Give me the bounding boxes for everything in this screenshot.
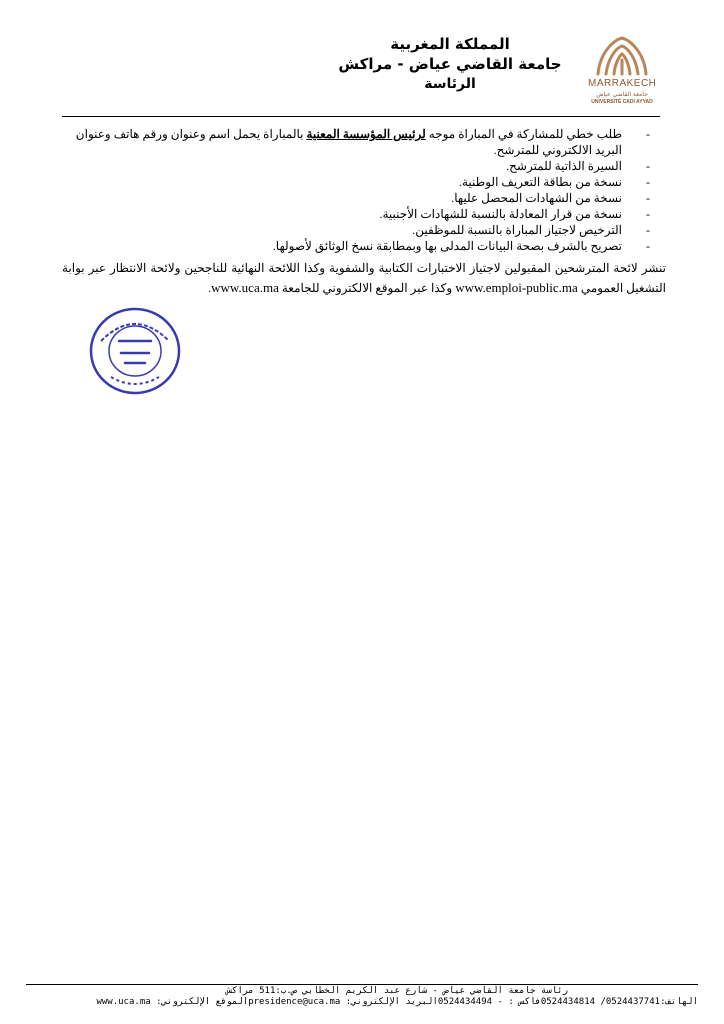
list-item: - نسخة من قرار المعادلة بالنسبة للشهادات الأجنبية. bbox=[379, 207, 650, 221]
university-logo bbox=[588, 30, 656, 108]
footer-address: رئاسة جامعة القاضي عياض - شارع عبد الكريم الخطابي ص.ب:511 مراكش bbox=[226, 986, 568, 996]
emphasis-text: لرئيس المؤسسة المعنية bbox=[306, 127, 426, 141]
uca-website-link[interactable]: www.uca.ma bbox=[211, 280, 279, 295]
list-item: - الترخيص لاجتياز المباراة بالنسبة للموظفين. bbox=[412, 223, 650, 237]
emploi-public-link[interactable]: www.emploi-public.ma bbox=[455, 280, 578, 295]
arch-emblem-icon bbox=[588, 30, 656, 80]
official-stamp bbox=[85, 305, 185, 397]
footer-contacts: الهاتف:0524437741/ 0524434814فاكس : - 0524434494البريد الإلكتروني: presidence@uca.maالموقع الإلكتروني: www.uca.ma bbox=[96, 997, 698, 1007]
university-title: جامعة القاضي عياض - مراكش bbox=[338, 55, 562, 73]
header-divider bbox=[62, 116, 660, 117]
kingdom-title: المملكة المغربية bbox=[390, 35, 510, 53]
logo-subtitle-fr: UNIVERSITÉ CADI AYYAD bbox=[591, 99, 653, 105]
letterhead-title bbox=[330, 34, 570, 94]
list-item: - طلب خطي للمشاركة في المباراة موجه لرئيس المؤسسة المعنية بالمباراة يحمل اسم وعنوان ورقم هاتف وعنوان البريد الالكتروني للمترشح. bbox=[75, 127, 650, 157]
requirements-list bbox=[62, 126, 652, 254]
presidency-title: الرئاسة bbox=[424, 76, 476, 92]
stamp-seal-icon bbox=[85, 305, 185, 397]
list-item: - نسخة من الشهادات المحصل عليها. bbox=[451, 191, 650, 205]
list-item: - تصريح بالشرف بصحة البيانات المدلى بها وبمطابقة نسخ الوثائق لأصولها. bbox=[272, 239, 650, 253]
logo-subtitle-ar: جامعة القاضي عياض bbox=[596, 91, 648, 98]
publication-notice: تنشر لائحة المترشحين المقبولين لاجتياز الاختبارات الكتابية والشفوية وكذا اللائحة النهائية للناجحين ولائحة الانتظار عبر بوابة التشغيل العمومي www.emploi-public.ma وكذا عبر الموقع الالكتروني للجامعة www.uca.ma. bbox=[62, 261, 666, 295]
list-item: - السيرة الذاتية للمترشح. bbox=[506, 159, 650, 173]
logo-brand: MARRAKECH bbox=[588, 78, 657, 89]
list-item: - نسخة من بطاقة التعريف الوطنية. bbox=[459, 175, 650, 189]
